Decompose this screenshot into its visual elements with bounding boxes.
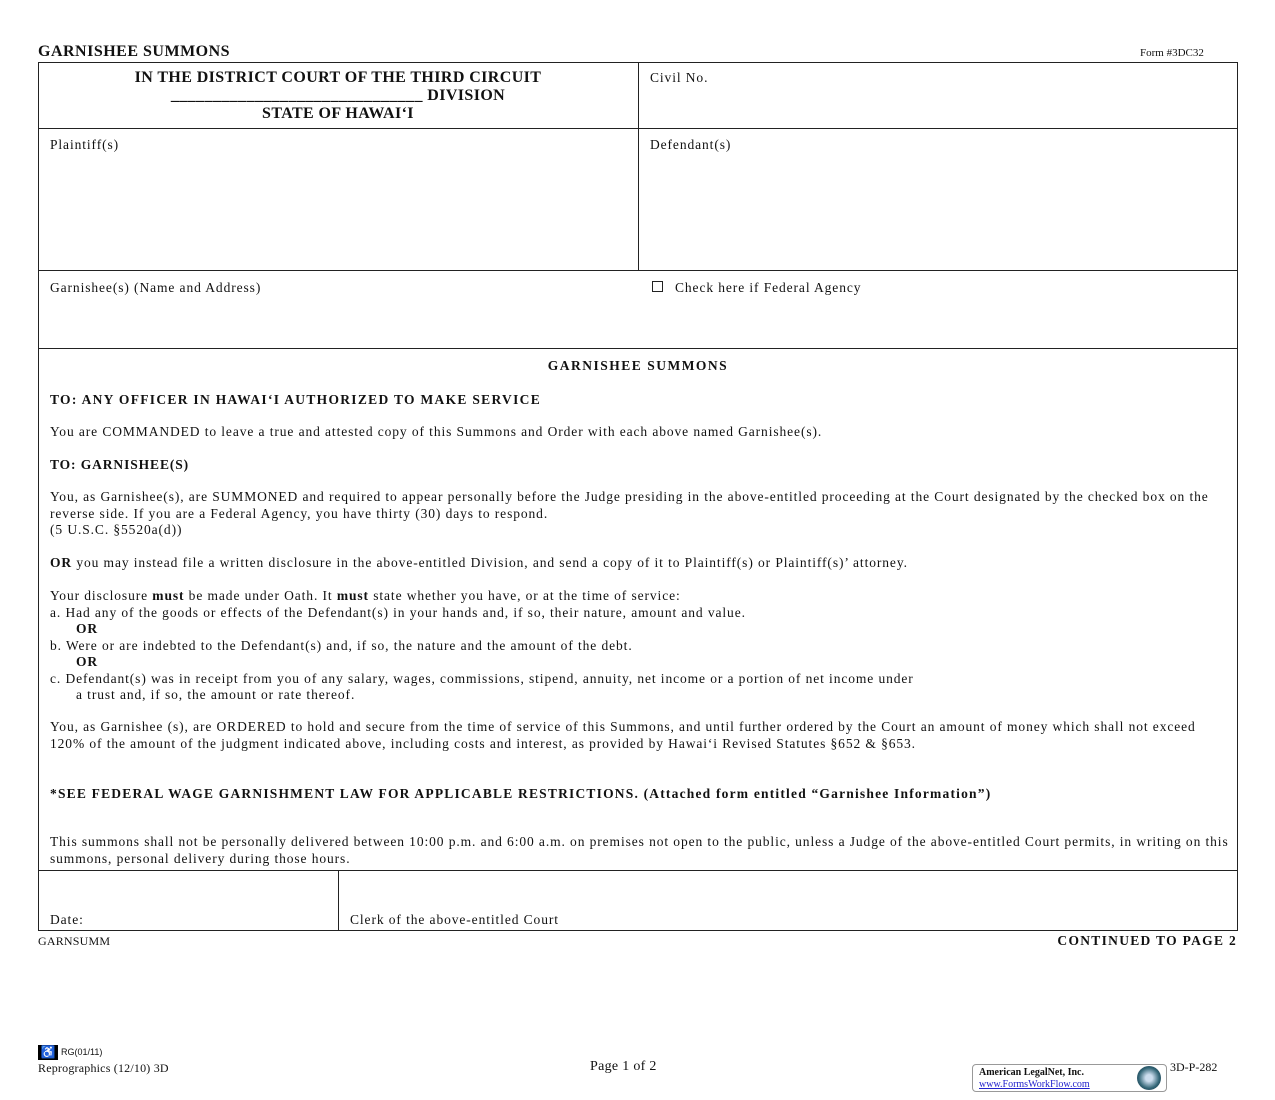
court-caption: IN THE DISTRICT COURT OF THE THIRD CIRCUIT ______________________________ DIVISION STATE OF HAWAI‘I: [134, 69, 542, 122]
clerk-signature-field[interactable]: Clerk of the above-entitled Court: [350, 912, 559, 927]
checkbox-icon[interactable]: [652, 281, 663, 292]
reprographics-label: Reprographics (12/10) 3D: [38, 1061, 169, 1075]
rg-label: ♿ RG(01/11): [38, 1045, 102, 1060]
vendor-link[interactable]: www.FormsWorkFlow.com: [979, 1079, 1090, 1090]
date-field[interactable]: Date:: [50, 912, 84, 927]
summoned-paragraph: You, as Garnishee(s), are SUMMONED and required to appear personally before the Judge presiding in the above-entitled proceeding at the Court designated by the checked box on the reverse side. If you are a Federal Agency, you have thirty (30) days to respond. (5 U.S.C. §5520a(d)): [50, 489, 1209, 537]
vendor-badge[interactable]: American LegalNet, Inc. www.FormsWorkFlow.com: [972, 1064, 1167, 1092]
garnishee-field[interactable]: Garnishee(s) (Name and Address): [50, 280, 262, 295]
form-number: Form #3DC32: [1140, 47, 1204, 59]
page-number: Page 1 of 2: [590, 1059, 657, 1074]
continued-notice: CONTINUED TO PAGE 2: [1057, 933, 1237, 948]
civil-no-field[interactable]: Civil No.: [650, 70, 709, 85]
form-code: GARNSUMM: [38, 934, 111, 948]
plaintiff-field[interactable]: Plaintiff(s): [50, 137, 120, 152]
section-heading: GARNISHEE SUMMONS: [547, 358, 729, 373]
delivery-paragraph: This summons shall not be personally delivered between 10:00 p.m. and 6:00 a.m. on premises not open to the public, unless a Judge of the above-entitled Court permits, in writing on this summons, personal delivery during those hours.: [50, 834, 1229, 866]
defendant-field[interactable]: Defendant(s): [650, 137, 732, 152]
doc-number: 3D-P-282: [1170, 1060, 1218, 1074]
commanded-paragraph: You are COMMANDED to leave a true and attested copy of this Summons and Order with each above named Garnishee(s).: [50, 424, 823, 439]
federal-notice: *SEE FEDERAL WAGE GARNISHMENT LAW FOR APPLICABLE RESTRICTIONS. (Attached form entitled “Garnishee Information”): [50, 786, 992, 801]
to-officer: TO: ANY OFFICER IN HAWAI‘I AUTHORIZED TO MAKE SERVICE: [50, 392, 541, 407]
disclosure-paragraph: Your disclosure must be made under Oath. It must state whether you have, or at the time of service: a. Had any of the goods or effects of the Defendant(s) in your hands and, if so, their nature, amount and value. OR b. Were or are indebted to the Defendant(s) and, if so, the nature and the amount of the debt. OR c. Defendant(s) was in receipt from you of any salary, wages, commissions, stipend, annuity, net income or a portion of net income under a trust and, if so, the amount or rate thereof.: [50, 588, 914, 702]
or-paragraph: OR you may instead file a written disclosure in the above-entitled Division, and send a copy of it to Plaintiff(s) or Plaintiff(s)’ attorney.: [50, 555, 908, 570]
ordered-paragraph: You, as Garnishee (s), are ORDERED to hold and secure from the time of service of this Summons, and until further ordered by the Court an amount of money which shall not exceed 120% of the amount of the judgment indicated above, including costs and interest, as provided by Hawai‘i Revised Statutes §652 & §653.: [50, 719, 1196, 751]
to-garnishee: TO: GARNISHEE(S): [50, 457, 190, 472]
accessibility-icon: ♿: [38, 1045, 58, 1060]
form-title: GARNISHEE SUMMONS: [38, 43, 231, 60]
federal-agency-checkbox[interactable]: Check here if Federal Agency: [652, 280, 861, 296]
globe-icon: [1137, 1066, 1161, 1090]
